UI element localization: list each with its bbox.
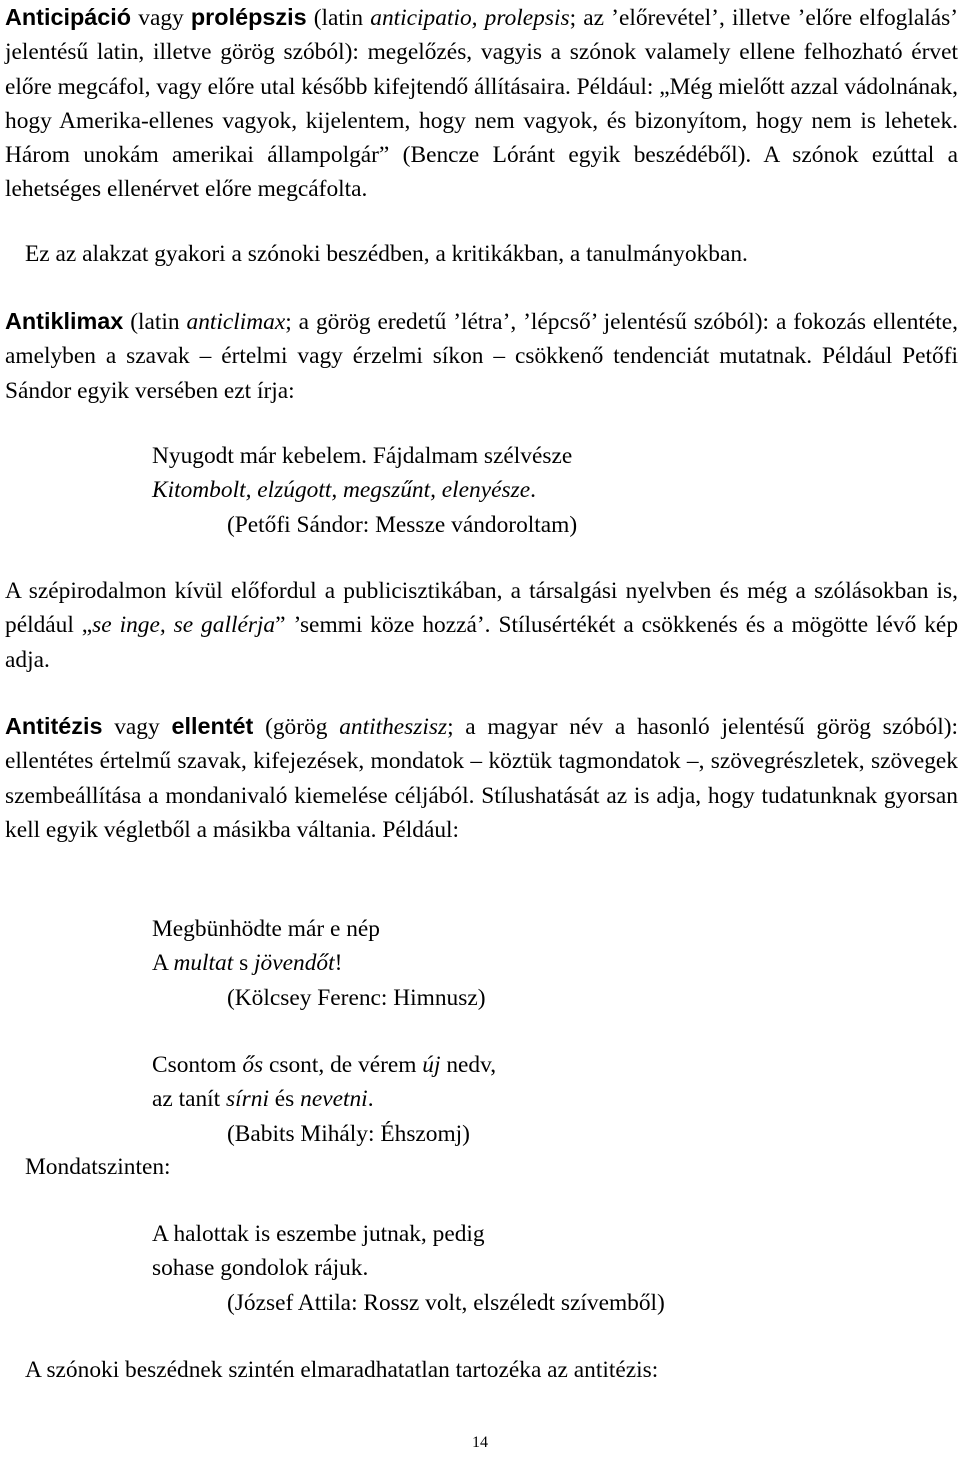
- verse-line: A halottak is eszembe jutnak, pedig: [152, 1221, 485, 1247]
- term-prolepszis: prolépszis: [190, 4, 307, 30]
- page-number: 14: [472, 1434, 488, 1451]
- anticipacio-note: Ez az alakzat gyakori a szónoki beszédben, a kritikákban, a tanulmányokban.: [25, 241, 748, 267]
- anticipacio-paragraph: Anticipáció vagy prolépszis (latin anticipatio, prolepsis; az ’előrevétel’, illetve ’előre elfoglalás’ jelentésű latin, illetve görög szóból): megelőzés, vagyis a szónok valamely ellene felhozható érvet előre megcáfol, vagy előre utal később kifejtendő állításaira. Például: „Még mielőtt azzal vádolnának, hogy Amerika-ellenes vagyok, kijelentem, hogy nem vagyok, és bizonyítom, hogy nem is lehetek. Három unokám amerikai állampolgár” (Bencze Lóránt egyik beszédéből). A szónok ezúttal a lehetséges ellenérvet előre megcáfolta.: [5, 4, 958, 203]
- verse-line: Nyugodt már kebelem. Fájdalmam szélvésze: [152, 443, 573, 469]
- verse-line: A multat s jövendőt!: [152, 950, 343, 977]
- term-ellentet: ellentét: [171, 713, 254, 739]
- antiklimax-paragraph: Antiklimax (latin anticlimax; a görög eredetű ’létra’, ’lépcső’ jelentésű szóból): a fokozás ellentéte, amelyben a szavak – értelmi vagy érzelmi síkon – csökkenő tendenciát mutatnak. Például Petőfi Sándor egyik versében ezt írja:: [5, 308, 959, 404]
- petofi-verse: [152, 439, 577, 542]
- verse-line: Csontom ős csont, de vérem új nedv,: [152, 1052, 497, 1078]
- verse-line: Kitombolt, elzúgott, megszűnt, elenyésze.: [152, 477, 536, 504]
- antitezis-paragraph: Antitézis vagy ellentét (görög antitheszisz; a magyar név a hasonló jelentésű görög szóból): ellentétes értelmű szavak, kifejezések, mondatok – köztük tagmondatok –, szövegrészletek, szövegek szembeállítása a mondanivaló kiemelése céljából. Stílushatását az is adja, hogy tudatunknak gyorsan kell egyik végletből a másikba váltania. Például:: [5, 713, 959, 843]
- verse-source: (Kölcsey Ferenc: Himnusz): [227, 984, 486, 1011]
- verse-line: az tanít sírni és nevetni.: [152, 1086, 374, 1113]
- verse-line: Megbünhödte már e nép: [152, 916, 380, 942]
- verse-line: sohase gondolok rájuk.: [152, 1255, 369, 1282]
- verse-source: (Petőfi Sándor: Messze vándoroltam): [227, 511, 578, 538]
- term-anticipacio: Anticipáció: [5, 4, 132, 30]
- latin-term: anticlimax: [186, 309, 286, 335]
- jozsef-attila-verse: [152, 1217, 665, 1320]
- latin-term: anticipatio, prolepsis: [370, 5, 570, 31]
- closing-sentence: A szónoki beszédnek szintén elmaradhatatlan tartozéka az antitézis:: [25, 1357, 659, 1383]
- verse-source: (Babits Mihály: Éhszomj): [227, 1120, 470, 1147]
- babits-verse: [152, 1048, 496, 1151]
- antiklimax-usage-paragraph: A szépirodalmon kívül előfordul a publicisztikában, a társalgási nyelvben és még a szólásokban is, például „se inge, se gallérja” ’semmi köze hozzá’. Stílusértékét a csökkenés és a mögötte lévő kép adja.: [5, 578, 959, 673]
- term-antitezis: Antitézis: [5, 713, 103, 739]
- term-antiklimax: Antiklimax: [5, 308, 124, 334]
- idiom: se inge, se gallérja: [92, 612, 276, 639]
- kolcsey-verse: [152, 912, 486, 1015]
- verse-source: (József Attila: Rossz volt, elszéledt szívemből): [227, 1289, 665, 1316]
- greek-term: antitheszisz: [339, 714, 448, 740]
- mondatszinten-label: Mondatszinten:: [25, 1154, 171, 1180]
